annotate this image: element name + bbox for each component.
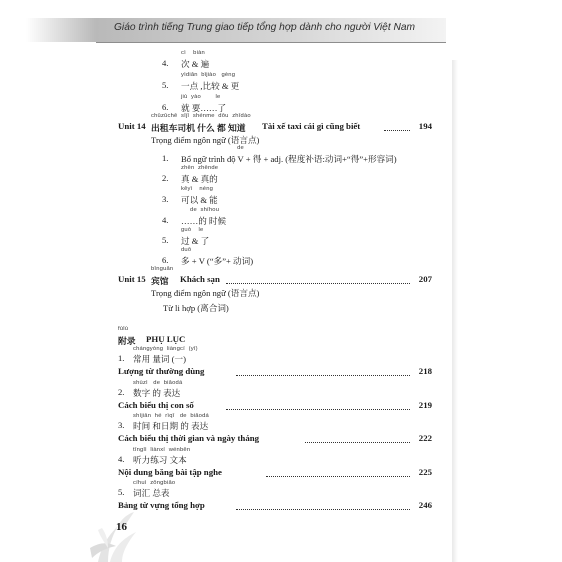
page-number: 246 [418,500,432,510]
page-number: 219 [418,400,432,410]
appendix-chinese: 时间 和日期 的 表达 [133,421,209,431]
appendix-entry-title: Bảng từ vựng tổng hợp [118,500,205,510]
pinyin-line: jiù yào le [181,94,221,100]
page-number: 218 [418,366,432,376]
item-number: 5. [118,487,125,497]
pinyin-line: cíhuì zǒngbiǎo [133,480,176,486]
item-number: 1. [118,353,125,363]
pinyin-line: duō [181,247,192,253]
item-number: 6. [162,102,169,112]
grammar-point: 可以 & 能 [181,195,218,205]
pinyin-line: cì biàn [181,50,205,56]
page-number: 222 [418,433,432,443]
page-edge-shadow [452,60,458,562]
appendix-chinese-title: 附录 [118,336,136,346]
unit-chinese-title: 出租车司机 什么 都 知道 [151,123,246,133]
grammar-point: 真 & 真的 [181,174,218,184]
appendix-title: PHỤ LỤC [146,334,186,344]
grammar-point: 就 要……了 [181,103,227,113]
page-number: 207 [418,274,432,284]
grammar-point: 过 & 了 [181,236,210,246]
item-number: 3. [118,420,125,430]
grammar-point: ……的 时候 [181,216,227,226]
unit-title: Khách sạn [180,274,220,284]
item-number: 4. [162,58,169,68]
pinyin-line: bīnguǎn [151,266,174,272]
item-number: 5. [162,80,169,90]
pinyin-line: fùlù [118,326,129,332]
unit-chinese-title: 宾馆 [151,276,169,286]
item-number: 4. [162,215,169,225]
appendix-chinese: 常用 量词 (一) [133,354,186,364]
appendix-entry-title: Cách biểu thị con số [118,400,194,410]
grammar-point: 次 & 遍 [181,59,210,69]
appendix-chinese: 听力练习 文本 [133,455,187,465]
appendix-entry-title: Lượng từ thường dùng [118,366,205,376]
dot-leader [266,470,410,477]
item-number: 3. [162,194,169,204]
grammar-point: 一点 ,比较 & 更 [181,81,240,91]
section-focus: Trọng điểm ngôn ngữ (语言点) [151,288,260,298]
pinyin-line: de [181,145,244,151]
footer-page-number: 16 [116,521,127,533]
pinyin-line: tīnglì liànxí wénběn [133,447,191,453]
dot-leader [226,403,410,410]
item-number: 4. [118,454,125,464]
page-number: 225 [418,467,432,477]
pinyin-line: de shíhou [181,207,220,213]
item-number: 5. [162,235,169,245]
pinyin-line: shùzì de biǎodá [133,380,183,386]
appendix-entry-title: Nội dung băng bài tập nghe [118,467,222,477]
pinyin-line: shíjiān hé rìqī de biǎodá [133,413,209,419]
dot-leader [236,503,410,510]
item-number: 2. [162,173,169,183]
appendix-chinese: 数字 的 表达 [133,388,181,398]
pinyin-line: yìdiǎn bǐjiào gèng [181,72,236,78]
item-number: 2. [118,387,125,397]
section-focus: Trọng điểm ngôn ngữ (语言点) [151,135,260,145]
grammar-point: 多 + V (“多”+ 动词) [181,256,254,266]
pinyin-line: kěyǐ néng [181,186,214,192]
page-number: 194 [418,121,432,131]
header-title: Giáo trình tiếng Trung giao tiếp tổng hợp dành cho người Việt Nam [114,22,415,33]
appendix-chinese: 词汇 总表 [133,488,170,498]
item-number: 6. [162,255,169,265]
pinyin-line: chūzūchē sījī shénme dōu zhīdào [151,113,251,119]
unit-title: Tài xế taxi cái gì cũng biết [262,121,361,131]
unit-label: Unit 14 [118,121,146,131]
grammar-point: Bổ ngữ trình độ V + 得 + adj. (程度补语:动词+“得”+形容词) [181,154,397,164]
dot-leader [226,277,410,284]
pinyin-line: guò le [181,227,204,233]
item-number: 1. [162,153,169,163]
sub-point: Từ li hợp (离合词) [163,303,229,313]
pinyin-line: chángyòng liàngcí (yī) [133,346,198,352]
unit-label: Unit 15 [118,274,146,284]
appendix-entry-title: Cách biểu thị thời gian và ngày tháng [118,433,260,443]
pinyin-line: zhēn zhēnde [181,165,219,171]
dot-leader [236,369,410,376]
